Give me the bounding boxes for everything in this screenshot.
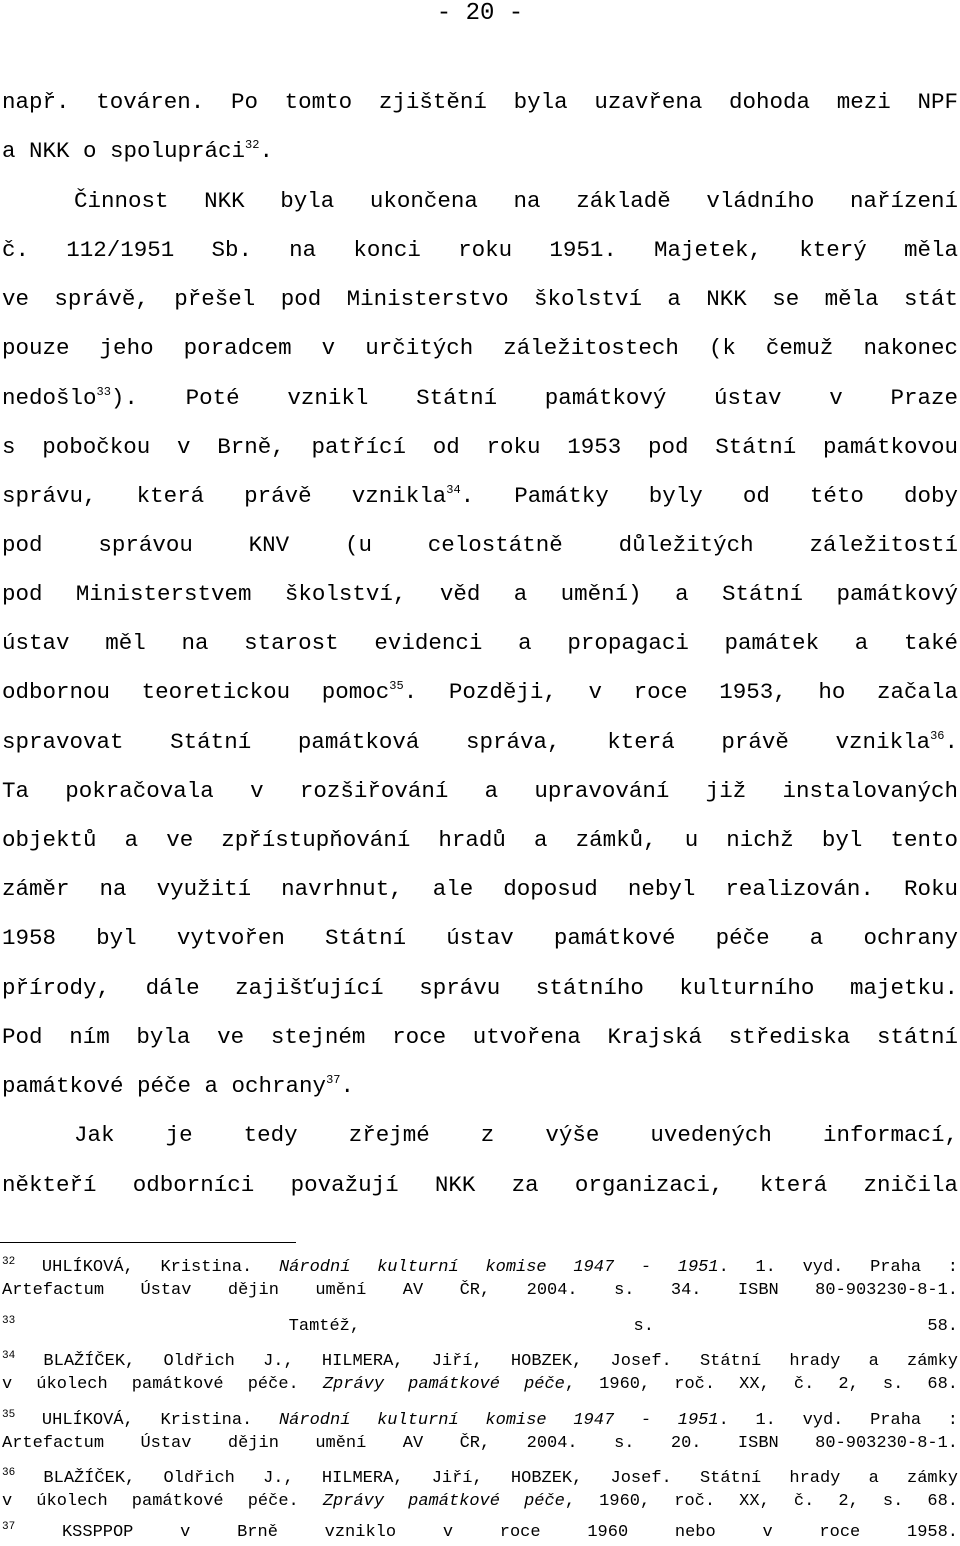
body-line: záměr na využití navrhnut, ale doposud nebyl realizován. Roku xyxy=(2,876,958,902)
footnote-33: $^{33}$ Tamtéž, s. 58. xyxy=(2,1315,959,1336)
footnote-34: $^{34}$ BLAŽÍČEK, Oldřich J., HILMERA, Jiří, HOBZEK, Josef. Státní hrady a zámky xyxy=(2,1350,958,1371)
footnote-32-cont: Artefactum Ústav dějin umění AV ČR, 2004. s. 34. ISBN 80-903230-8-1. xyxy=(2,1281,958,1300)
footnote-ref[interactable]: 32 xyxy=(245,138,260,152)
body-line: přírody, dále zajišťující správu státního kulturního majetku. xyxy=(2,975,958,1001)
body-line: a NKK o spolupráci$^{32}$. xyxy=(2,138,273,164)
footnote-37: $^{37}$ KSSPPOP v Brně vzniklo v roce 1960 nebo v roce 1958. xyxy=(2,1521,958,1542)
footnote-ref[interactable]: 33 xyxy=(96,385,111,399)
body-line: č. 112/1951 Sb. na konci roku 1951. Majetek, který měla xyxy=(2,237,958,263)
body-line: Ta pokračovala v rozšiřování a upravování již instalovaných xyxy=(2,778,958,804)
footnote-ref[interactable]: 37 xyxy=(326,1073,341,1087)
body-line: odbornou teoretickou pomoc$^{35}$. Později, v roce 1953, ho začala xyxy=(2,679,958,705)
footnote-34-cont: v úkolech památkové péče. Zprávy památkové péče, 1960, roč. XX, č. 2, s. 68. xyxy=(2,1375,958,1394)
body-line: pouze jeho poradcem v určitých záležitostech (k čemuž nakonec xyxy=(2,335,958,361)
footnote-ref[interactable]: 35 xyxy=(389,679,404,693)
footnote-35-cont: Artefactum Ústav dějin umění AV ČR, 2004. s. 20. ISBN 80-903230-8-1. xyxy=(2,1434,958,1453)
page-number: - 20 - xyxy=(436,0,524,27)
body-line: Činnost NKK byla ukončena na základě vládního nařízení xyxy=(74,188,958,214)
body-line: správu, která právě vznikla$^{34}$. Památky byly od této doby xyxy=(2,483,959,509)
footnote-36: $^{36}$ BLAŽÍČEK, Oldřich J., HILMERA, Jiří, HOBZEK, Josef. Státní hrady a zámky xyxy=(2,1467,958,1488)
body-line: 1958 byl vytvořen Státní ústav památkové péče a ochrany xyxy=(2,925,958,951)
body-line: památkové péče a ochrany$^{37}$. xyxy=(2,1073,354,1099)
body-line: ústav měl na starost evidenci a propagaci památek a také xyxy=(2,630,958,656)
body-line: Jak je tedy zřejmé z výše uvedených informací, xyxy=(74,1122,958,1148)
body-line: ve správě, přešel pod Ministerstvo školství a NKK se měla stát xyxy=(2,286,958,312)
body-line: pod Ministerstvem školství, věd a umění) a Státní památkový xyxy=(2,581,958,607)
body-line: s pobočkou v Brně, patřící od roku 1953 pod Státní památkovou xyxy=(2,434,958,460)
body-line: pod správou KNV (u celostátně důležitých záležitostí xyxy=(2,532,958,558)
footnote-35: $^{35}$ UHLÍKOVÁ, Kristina. Národní kulturní komise 1947 - 1951. 1. vyd. Praha : xyxy=(2,1409,959,1430)
body-line: Pod ním byla ve stejném roce utvořena Krajská střediska státní xyxy=(2,1024,958,1050)
footnote-ref[interactable]: 34 xyxy=(446,483,461,497)
footnote-ref[interactable]: 36 xyxy=(930,729,945,743)
body-line: spravovat Státní památková správa, která právě vznikla$^{36}$. xyxy=(2,729,958,755)
body-line: někteří odborníci považují NKK za organizaci, která zničila xyxy=(2,1172,958,1198)
body-line: např. továren. Po tomto zjištění byla uzavřena dohoda mezi NPF xyxy=(2,89,958,115)
body-line: nedošlo$^{33}$). Poté vznikl Státní památkový ústav v Praze xyxy=(2,385,958,411)
body-line: objektů a ve zpřístupňování hradů a zámků, u nichž byl tento xyxy=(2,827,958,853)
footnote-36-cont: v úkolech památkové péče. Zprávy památkové péče, 1960, roč. XX, č. 2, s. 68. xyxy=(2,1492,958,1511)
footnote-32: $^{32}$ UHLÍKOVÁ, Kristina. Národní kulturní komise 1947 - 1951. 1. vyd. Praha : xyxy=(2,1256,959,1277)
footnote-divider xyxy=(0,1242,296,1243)
